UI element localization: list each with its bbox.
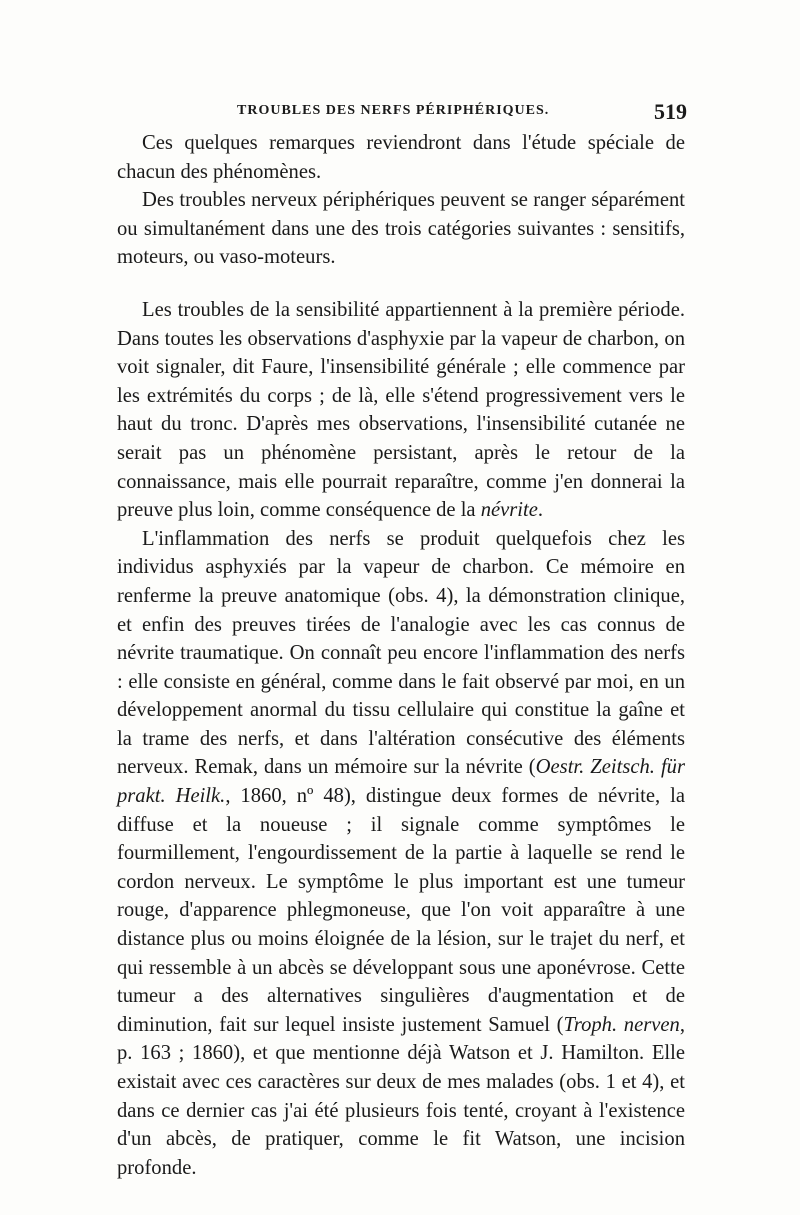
paragraph-3-text-end: . (537, 499, 544, 522)
page-number: 519 (654, 99, 687, 124)
paragraph-1-text: Ces quelques remarques reviendront dans l'étude spéciale de chacun des phénomènes. (117, 132, 685, 183)
paragraph-1 (117, 129, 685, 186)
running-head (117, 99, 687, 125)
running-title: TROUBLES DES NERFS PÉRIPHÉRIQUES. (237, 103, 550, 118)
paragraph-3-text: Les troubles de la sensibilité appartiennent à la première période. Dans toutes les observations d'asphyxie par la vapeur de charbon, on voit signaler, dit Faure, l'insensibilité générale ; elle commence par les extrémités du corps ; de là, elle s'étend progressivement vers le haut du tronc. D'après mes observations, l'insensibilité cutanée ne serait pas un phénomène persistant, après le retour de la connaissance, mais elle pourrait reparaître, comme j'en donnerai la preuve plus loin, comme conséquence de la (117, 298, 685, 522)
section-spacer (117, 272, 685, 296)
paragraph-4-text: L'inflammation des nerfs se produit quelquefois chez les individus asphyxiés par la vapeur de charbon. Ce mémoire en renferme la preuve anatomique (obs. 4), la démonstration clinique, et enfin des preuves tirées de l'analogie avec les cas connus de névrite traumatique. On connaît peu encore l'inflammation des nerfs : elle consiste en général, comme dans le fait observé par moi, en un développement anormal du tissu cellulaire qui constitue la gaîne et la trame des nerfs, et dans l'altération consécutive des éléments nerveux. Remak, dans un mémoire sur la névrite ( (117, 527, 685, 779)
paragraph-4 (117, 525, 685, 1183)
body-text (117, 129, 685, 1182)
paragraph-2 (117, 186, 685, 272)
paragraph-4-citation-samuel: Troph. nerven (563, 1013, 680, 1036)
paragraph-3 (117, 296, 685, 525)
paragraph-4-text-middle: , 1860, nº 48), distingue deux formes de névrite, la diffuse et la noueuse ; il signale comme symptômes le fourmillement, l'engourdissement de la partie à laquelle se rend le cordon nerveux. Le symptôme le plus important est une tumeur rouge, d'apparence phlegmoneuse, que l'on voit apparaître à une distance plus ou moins éloignée de la lésion, sur le trajet du nerf, et qui ressemble à un abcès se développant sous une aponévrose. Cette tumeur a des alternatives singulières d'augmentation et de diminution, fait sur lequel insiste justement Samuel ( (117, 785, 686, 1036)
paragraph-3-italic-term: névrite (480, 499, 538, 522)
paragraph-2-text: Des troubles nerveux périphériques peuvent se ranger séparément ou simultanément dans une des trois catégories suivantes : sensitifs, moteurs, ou vaso-moteurs. (117, 189, 685, 269)
paragraph-4-text-end: , p. 163 ; 1860), et que mentionne déjà Watson et J. Hamilton. Elle existait avec ces caractères sur deux de mes malades (obs. 1 et 4), et dans ce dernier cas j'ai été plusieurs fois tenté, croyant à l'existence d'un abcès, de pratiquer, comme le fit Watson, une incision profonde. (117, 1013, 685, 1179)
paragraph-4-citation-remak: Oestr. Zeitsch. für prakt. Heilk. (117, 756, 685, 808)
